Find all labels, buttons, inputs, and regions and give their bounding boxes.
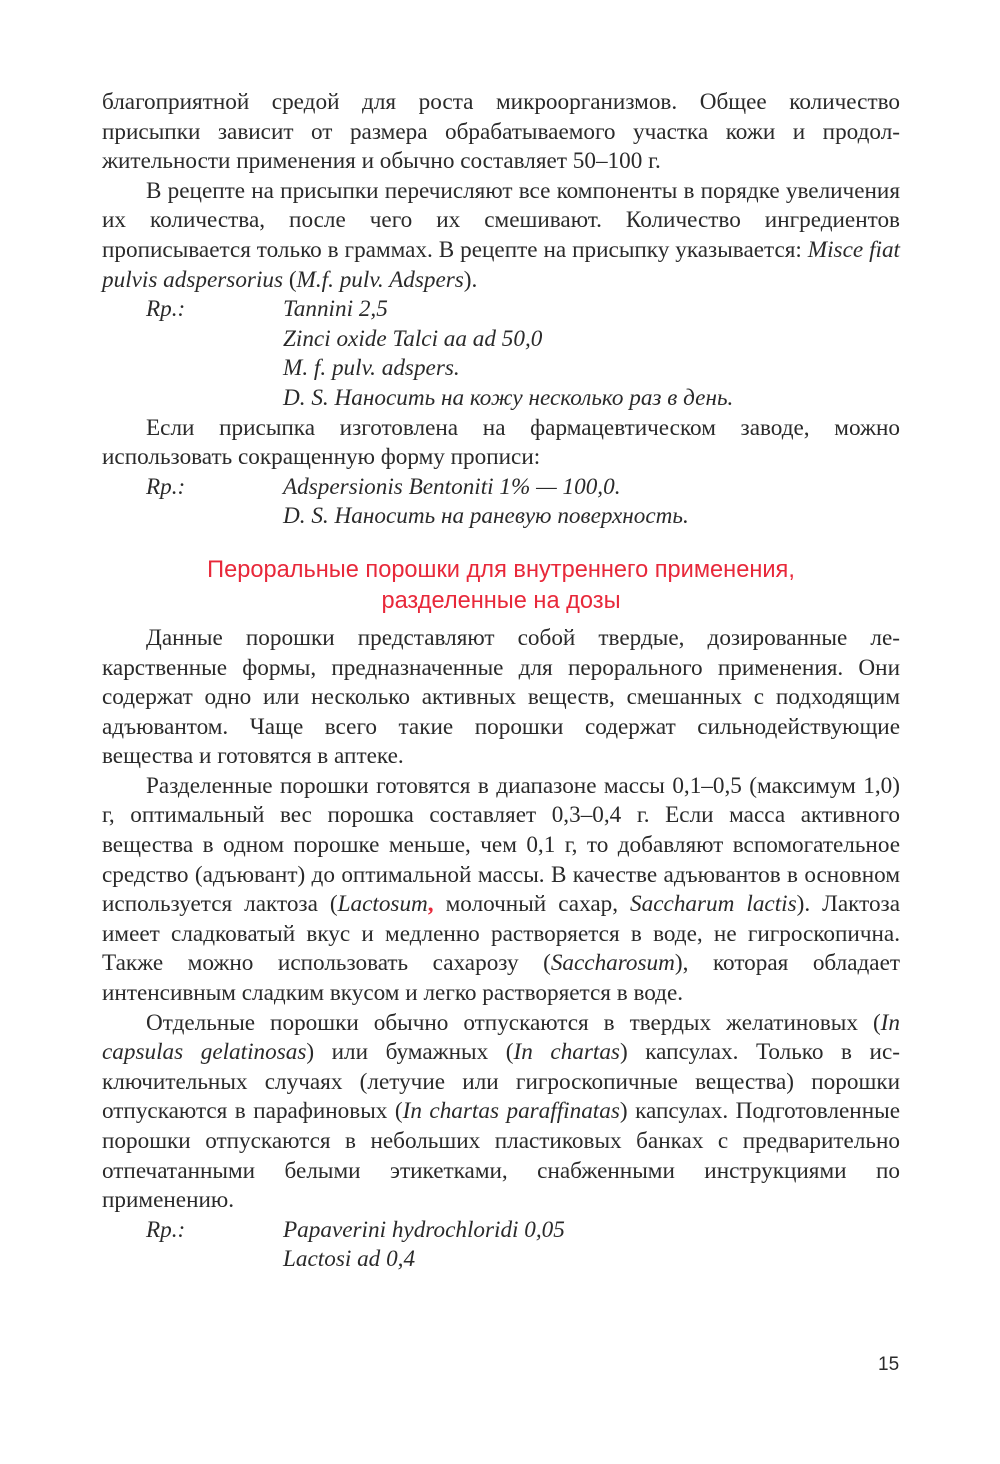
prescription-ingredient: Zinci oxide Talci aa ad 50,0: [283, 325, 543, 352]
prescription-line: [102, 473, 900, 503]
prescription-signature: D. S. Наносить на кожу несколько раз в день.: [283, 384, 734, 411]
paragraph-text: В рецепте на присыпки перечисляют все компоненты в порядке увеличения их количества, после чего их смешивают. Количество ингредиентов прописывается только в граммах. В рецепте на присыпку указывается:: [102, 177, 900, 263]
paragraph-divided-powders: Разделенные порошки готовятся в диапазоне массы 0,1–0,5 (максимум 1,0) г, оптимальный вес порошка составляет 0,3–0,4 г. Если масса активного вещества в одном порошке меньше, чем 0,1 г, то добавляют вспомогательное средство (адъювант) до оптимальной массы. В качестве адъювантов в основном используется лактоза (Lactosum, молочный сахар, Saccharum lactis). Лактоза имеет сладковатый вкус и медленно растворяется в воде, не гигроскопична. Также можно использовать сахарозу (Saccharosum), которая обладает интенсивным сладким вкусом и легко растворяется в воде.: [102, 772, 901, 1007]
paragraph-capsules: Отдельные порошки обычно отпускаются в твердых желатиновых (In capsulas gelatinosas) или бумажных (In chartas) капсулах. Только в исключительных случаях (летучие или гигроскопичные вещества) порошки отпускаются в парафиновых (In chartas paraffinatas) капсулах. Подготовленные порошки отпускаются в небольших пластиковых банках с предварительно отпечатанными белыми этикетками, снабженными инструкциями по применению.: [102, 1009, 900, 1214]
latin-term: Lactosum: [337, 891, 428, 918]
rp-label: Rp.:: [146, 1216, 186, 1243]
page-body: [102, 88, 900, 1275]
prescription-line: [102, 502, 900, 532]
latin-term: In chartas: [513, 1039, 620, 1066]
prescription-line: [102, 1245, 900, 1275]
rp-label: Rp.:: [146, 296, 186, 323]
prescription-ingredient: Tannini 2,5: [283, 296, 388, 323]
latin-term: Saccharum lactis: [630, 891, 797, 918]
section-heading-line: разделенные на дозы: [381, 587, 621, 614]
latin-term: Saccharosum: [550, 950, 675, 977]
prescription-line: [102, 354, 900, 384]
prescription-line: [102, 325, 900, 355]
paragraph-oral-powders: Данные порошки представляют собой твердые, дозированные лекарственные формы, предназначенные для перорального применения. Они содержат одно или несколько активных веществ, смешанных с подходящим адъювантом. Чаще всего такие порошки содержат сильнодействующие вещества и готовятся в аптеке.: [102, 624, 900, 770]
prescription-instruction: M. f. pulv. adspers.: [283, 355, 460, 382]
latin-abbreviation: M.f. pulv. Adspers: [296, 266, 464, 293]
latin-term: In capsulas gelatinosas: [102, 1009, 900, 1066]
page-number: 15: [878, 1354, 900, 1375]
latin-term: Misce fiat pulvis adspersorius: [102, 236, 900, 293]
section-heading-line: Пероральные порошки для внутреннего применения,: [207, 556, 795, 583]
prescription-line: [102, 1216, 900, 1246]
prescription-ingredient: Lactosi ad 0,4: [283, 1246, 416, 1273]
prescription-line: [102, 384, 900, 414]
prescription-line: [102, 295, 900, 325]
paragraph-intro: благоприятной средой для роста микроорганизмов. Общее количество присыпки зависит от размера обрабатываемого участка кожи и продолжительности применения и обычно составляет 50–100 г.: [102, 89, 900, 175]
prescription-signature: D. S. Наносить на раневую поверхность.: [283, 503, 689, 530]
prescription-ingredient: Papaverini hydrochloridi 0,05: [283, 1216, 565, 1243]
red-comma: ,: [427, 891, 434, 918]
section-heading: [102, 555, 900, 617]
paragraph-factory-powder: Если присыпка изготовлена на фармацевтическом заводе, можно использовать сокращенную форму прописи:: [102, 414, 900, 471]
paragraph-prescription-rules: В рецепте на присыпки перечисляют все компоненты в порядке увеличения их количества, после чего их смешивают. Количество ингредиентов прописывается только в граммах. В рецепте на присыпку указывается: Misce fiat pulvis adspersorius (M.f. pulv. Adspers).: [102, 177, 900, 293]
rp-label: Rp.:: [146, 473, 186, 500]
prescription-ingredient: Adspersionis Bentoniti 1% — 100,0.: [283, 473, 621, 500]
latin-term: In chartas paraffinatas: [402, 1098, 620, 1125]
